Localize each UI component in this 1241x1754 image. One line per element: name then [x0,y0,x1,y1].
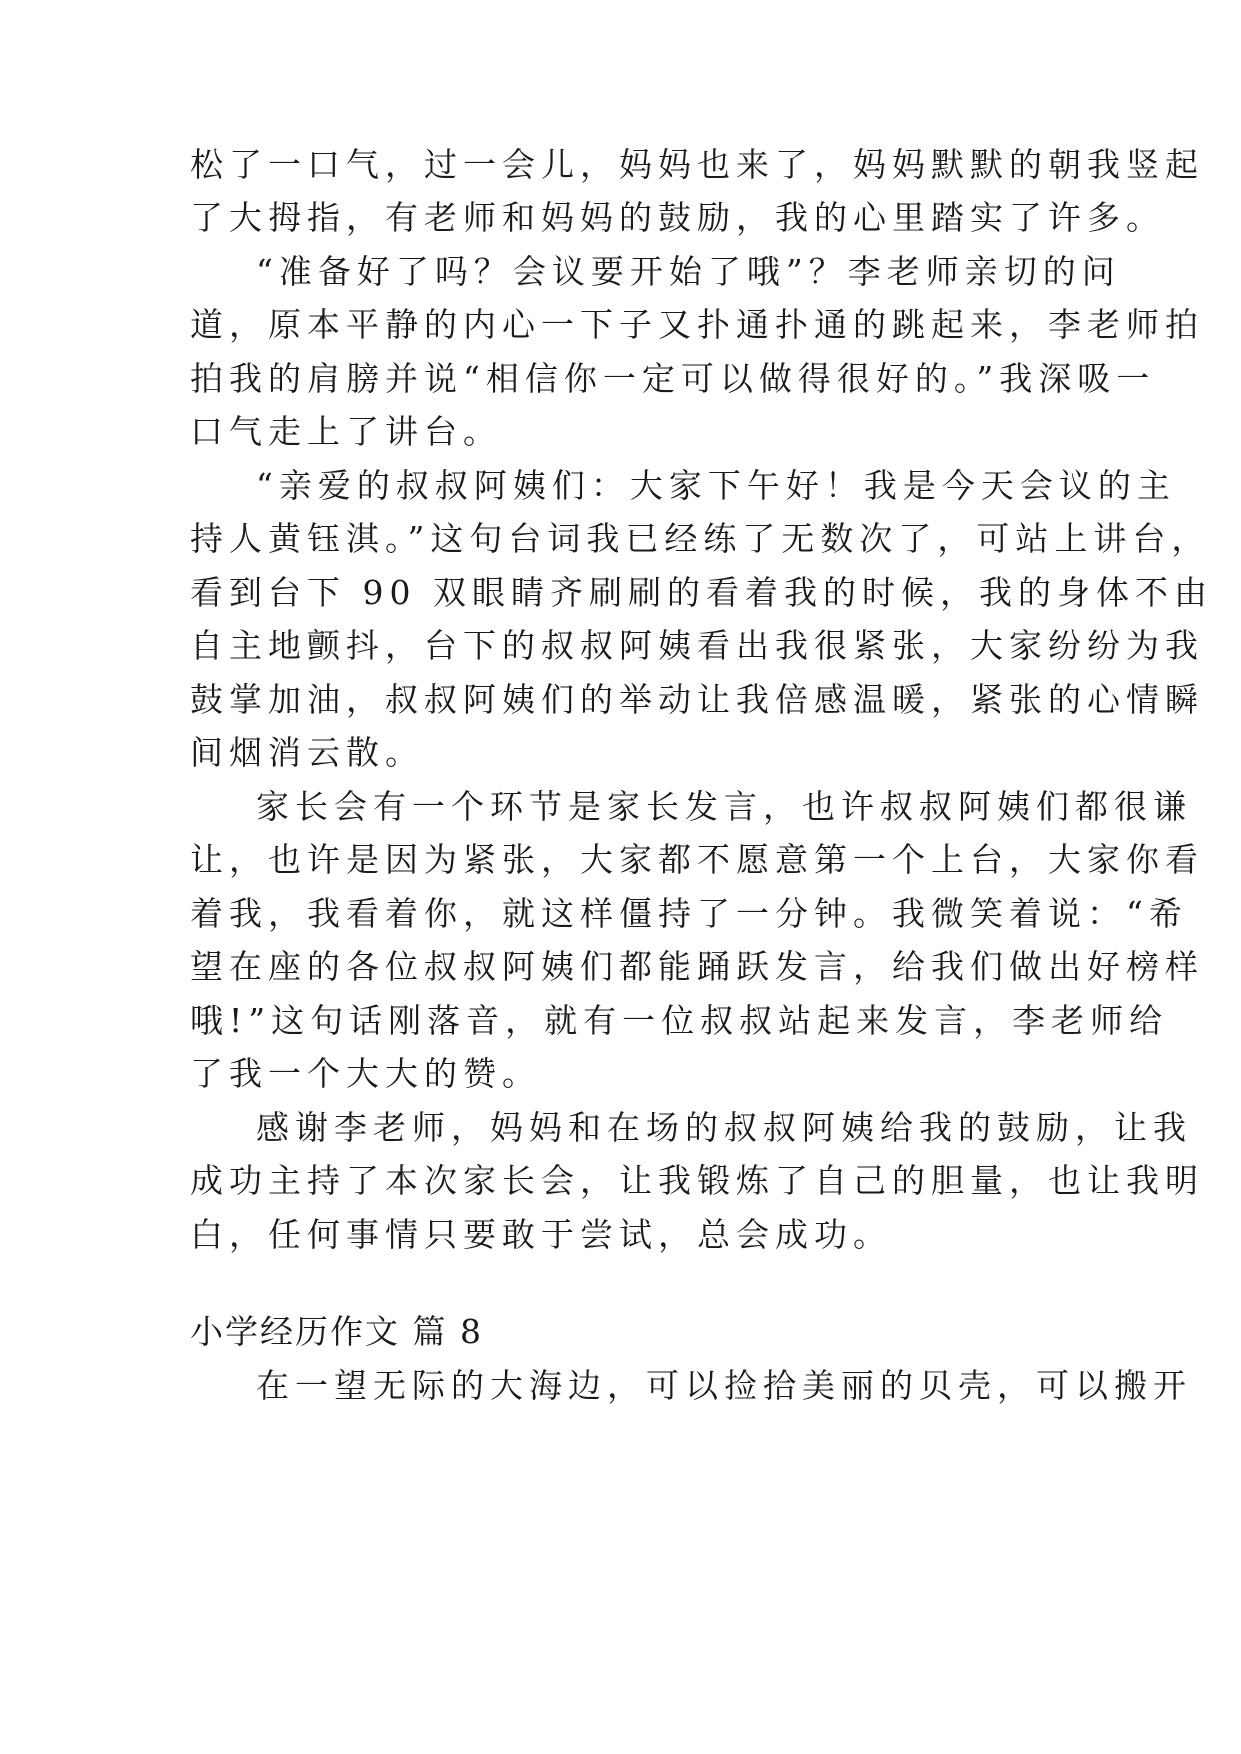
text-line: 持人黄钰淇。”这句台词我已经练了无数次了，可站上讲台， [190,519,1211,558]
text-line: 鼓掌加油，叔叔阿姨们的举动让我倍感温暖，紧张的心情瞬 [190,680,1204,719]
text-line: 自主地颤抖，台下的叔叔阿姨看出我很紧张，大家纷纷为我 [190,626,1204,665]
paragraph-first-line: “亲爱的叔叔阿姨们：大家下午好！我是今天会议的主 [256,466,1176,505]
text-line: 望在座的各位叔叔阿姨们都能踊跃发言，给我们做出好榜样 [190,947,1204,986]
paragraph-first-line: 家长会有一个环节是家长发言，也许叔叔阿姨们都很谦 [256,787,1192,826]
text-line: 看到台下 90 双眼睛齐刷刷的看着我的时候，我的身体不由 [190,573,1213,612]
text-line: 拍我的肩膀并说“相信你一定可以做得很好的。”我深吸一 [190,359,1156,398]
text-line: 松了一口气，过一会儿，妈妈也来了，妈妈默默的朝我竖起 [190,145,1204,184]
section-heading: 小学经历作文 篇 8 [190,1312,483,1351]
text-line: 白，任何事情只要敢于尝试，总会成功。 [190,1215,892,1254]
text-line: 口气走上了讲台。 [190,412,502,451]
text-line: 了我一个大大的赞。 [190,1054,541,1093]
paragraph-first-line: 在一望无际的大海边，可以捡拾美丽的贝壳，可以搬开 [256,1366,1192,1405]
paragraph-first-line: 感谢李老师，妈妈和在场的叔叔阿姨给我的鼓励，让我 [256,1108,1192,1147]
text-line: 哦!”这句话刚落音，就有一位叔叔站起来发言，李老师给 [190,1001,1169,1040]
text-line: 成功主持了本次家长会，让我锻炼了自己的胆量，也让我明 [190,1161,1204,1200]
text-line: 道，原本平静的内心一下子又扑通扑通的跳起来，李老师拍 [190,305,1204,344]
text-line: 让，也许是因为紧张，大家都不愿意第一个上台，大家你看 [190,840,1204,879]
text-line: 着我，我看着你，就这样僵持了一分钟。我微笑着说：“希 [190,894,1188,933]
paragraph-first-line: “准备好了吗？会议要开始了哦”？李老师亲切的问 [256,252,1121,291]
text-line: 间烟消云散。 [190,733,424,772]
text-line: 了大拇指，有老师和妈妈的鼓励，我的心里踏实了许多。 [190,198,1165,237]
